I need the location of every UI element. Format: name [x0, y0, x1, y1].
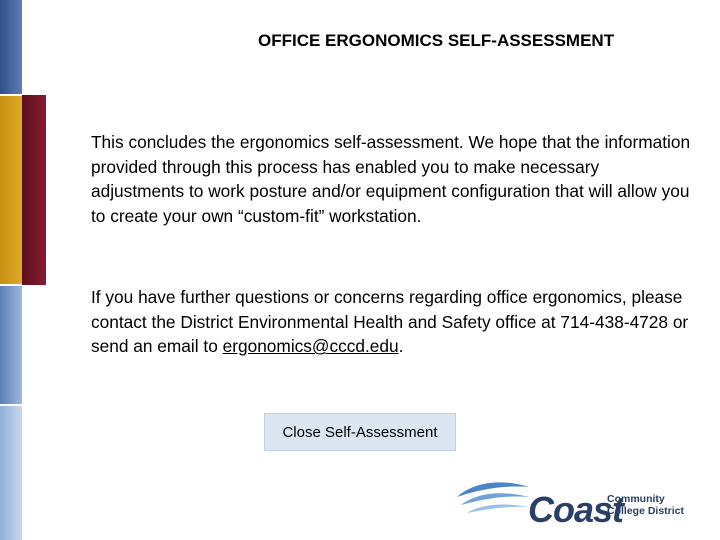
sidebar-accent-maroon [22, 95, 46, 285]
contact-period: . [398, 336, 404, 357]
sidebar-band-gold [0, 95, 22, 285]
logo-subtitle [607, 494, 684, 517]
conclusion-paragraph: This concludes the ergonomics self-assessment. We hope that the information provided through this process has enabled you to make necessary adjustments to work posture and/or equipment configuration that will allow you to create your own “custom-fit” workstation. [91, 132, 691, 226]
sidebar-divider [0, 94, 22, 96]
logo-subtitle-line2: College District [607, 504, 685, 517]
contact-text: If you have further questions or concerns regarding office ergonomics, please contact the District Environmental Health and Safety office at 714-438-4728 or send an email to [91, 287, 689, 357]
logo-wordmark: Coast [528, 489, 624, 530]
decorative-sidebar [0, 0, 22, 540]
logo-subtitle-line1: Community [607, 493, 665, 505]
email-link[interactable]: ergonomics@cccd.edu [222, 336, 399, 357]
sidebar-band-mid-blue [0, 285, 22, 405]
sidebar-band-light-blue [0, 405, 22, 540]
coast-logo [455, 475, 685, 530]
sidebar-divider [0, 404, 22, 406]
sidebar-band-blue [0, 0, 22, 95]
sidebar-divider [0, 284, 22, 286]
page-title: OFFICE ERGONOMICS SELF-ASSESSMENT [258, 31, 615, 50]
logo-swoosh-icon [455, 475, 530, 527]
contact-paragraph [91, 285, 691, 359]
close-self-assessment-button[interactable]: Close Self-Assessment [264, 413, 456, 451]
